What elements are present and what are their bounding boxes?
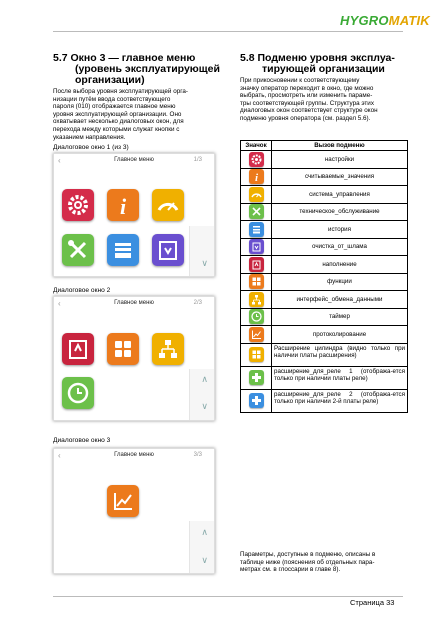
submenu-table — [240, 140, 408, 413]
back-arrow-icon[interactable]: ‹ — [58, 451, 61, 460]
table-row — [241, 343, 408, 366]
icon-cell — [241, 343, 272, 366]
chevron-up-icon[interactable]: ∧ — [201, 527, 208, 537]
network-icon — [152, 333, 184, 365]
page-indicator: 2/3 — [193, 300, 202, 306]
network-icon — [249, 292, 264, 307]
table-row — [241, 326, 408, 344]
control-tile[interactable] — [152, 189, 184, 221]
table-row — [241, 151, 408, 169]
tools-icon — [249, 204, 264, 219]
relay2-icon — [249, 393, 264, 408]
protocol-icon — [249, 327, 264, 342]
timer-tile[interactable] — [62, 377, 94, 409]
icon-cell — [241, 389, 272, 412]
info-icon — [107, 189, 139, 221]
chevron-down-icon[interactable]: ∨ — [201, 401, 208, 411]
table-row — [241, 366, 408, 389]
header-call: Вызов подменю — [272, 141, 408, 151]
fill-icon — [249, 257, 264, 272]
table-row — [241, 238, 408, 256]
window-title: Главное меню — [114, 157, 154, 163]
dialog-1-caption: Диалоговое окно 1 (из 3) — [53, 144, 129, 151]
functions-icon — [249, 274, 264, 289]
submenu-label: расширение_для_реле 2 (отобража-ется только при наличии 2-й платы реле) — [272, 389, 408, 412]
submenu-label: расширение_для_реле 1 (отобража-ется только при наличии платы реле) — [272, 366, 408, 389]
submenu-label: очистка_от_шлама — [272, 238, 408, 256]
table-row — [241, 273, 408, 291]
history-tile[interactable] — [107, 234, 139, 266]
submenu-label: Расширение цилиндра (видно только при наличии платы расширения) — [272, 343, 408, 366]
header-icon: Значок — [241, 141, 272, 151]
history-icon — [249, 222, 264, 237]
dialog-2-caption: Диалоговое окно 2 — [53, 287, 111, 294]
icon-cell — [241, 256, 272, 274]
timer-icon — [249, 309, 264, 324]
table-header-row — [241, 141, 408, 151]
table-row — [241, 221, 408, 239]
info-icon — [249, 169, 264, 184]
gauge-icon — [152, 189, 184, 221]
section-5-8-after: Параметры, доступные в подменю, описаны в таблице ниже (пояснения об отдельных пара- метрах см. в глоссарии в главе 8). — [240, 551, 376, 574]
icon-cell — [241, 273, 272, 291]
interface-tile[interactable] — [152, 333, 184, 365]
section-5-7-text: После выбора уровня эксплуатирующей орга- низации путём ввода соответствующего пароля (010) отображается главное меню уровня эксплуатирующей организации. Оно охватывает несколько диалоговых окон, для перехода между которыми служат кнопки с указанием направления. — [53, 88, 188, 141]
icon-cell — [241, 366, 272, 389]
icon-cell — [241, 221, 272, 239]
icon-cell — [241, 151, 272, 169]
gear-icon — [62, 189, 94, 221]
table-row — [241, 203, 408, 221]
table-row — [241, 256, 408, 274]
section-5-8-text: При прикосновении к соответствующему значку оператор переходит в окно, где можно выбрать, просмотреть или изменить параме- тры соответствующей группы. Структура этих диалоговых окон соответствует структуре окон подменю уровня оператора (см. раздел 5.6). — [240, 77, 378, 122]
hygromatik-logo: HYGROMATIK — [340, 13, 430, 28]
submenu-label: настройки — [272, 151, 408, 169]
section-5-7-heading: 5.7 Окно 3 — главное меню (уровень эксплуатирующей организации) — [53, 52, 220, 86]
icon-cell — [241, 291, 272, 309]
header-rule — [53, 31, 403, 32]
protocol-tile[interactable] — [107, 485, 139, 517]
dialog-window-1 — [53, 153, 215, 277]
chevron-down-icon[interactable]: ∨ — [201, 555, 208, 565]
submenu-label: интерфейс_обмена_данными — [272, 291, 408, 309]
drain-icon — [152, 234, 184, 266]
footer-rule — [53, 596, 403, 597]
dialog-window-2 — [53, 296, 215, 421]
fill-tile[interactable] — [62, 333, 94, 365]
table-row — [241, 389, 408, 412]
functions-tile[interactable] — [107, 333, 139, 365]
back-arrow-icon[interactable]: ‹ — [58, 299, 61, 308]
icon-cell — [241, 238, 272, 256]
back-arrow-icon[interactable]: ‹ — [58, 156, 61, 165]
chevron-up-icon[interactable]: ∧ — [201, 374, 208, 384]
submenu-label: протоколирование — [272, 326, 408, 344]
drain-icon — [249, 239, 264, 254]
icon-cell — [241, 168, 272, 186]
table-row — [241, 291, 408, 309]
table-row — [241, 186, 408, 204]
drain-tile[interactable] — [152, 234, 184, 266]
dialog-3-caption: Диалоговое окно 3 — [53, 437, 111, 444]
window-title: Главное меню — [114, 300, 154, 306]
history-icon — [107, 234, 139, 266]
submenu-label: считываемые_значения — [272, 168, 408, 186]
icon-cell — [241, 308, 272, 326]
fill-icon — [62, 333, 94, 365]
cylinder-ext-icon — [249, 347, 264, 362]
settings-tile[interactable] — [62, 189, 94, 221]
page-number: Страница 33 — [350, 598, 395, 607]
tools-icon — [62, 234, 94, 266]
service-tile[interactable] — [62, 234, 94, 266]
submenu-label: таймер — [272, 308, 408, 326]
table-row — [241, 168, 408, 186]
section-5-8-heading: 5.8 Подменю уровня эксплуа- тирующей организации — [240, 52, 395, 75]
icon-cell — [241, 203, 272, 221]
icon-cell — [241, 326, 272, 344]
svg-text:i: i — [119, 194, 127, 219]
protocol-icon — [107, 485, 139, 517]
window-title: Главное меню — [114, 452, 154, 458]
timer-icon — [62, 377, 94, 409]
page-indicator: 3/3 — [193, 452, 202, 458]
chevron-down-icon[interactable]: ∨ — [201, 258, 208, 268]
gear-icon — [249, 152, 264, 167]
submenu-label: наполнение — [272, 256, 408, 274]
page-indicator: 1/3 — [193, 157, 202, 163]
gauge-icon — [249, 187, 264, 202]
submenu-label: история — [272, 221, 408, 239]
table-row — [241, 308, 408, 326]
functions-icon — [107, 333, 139, 365]
relay1-icon — [249, 370, 264, 385]
dialog-window-3 — [53, 448, 215, 574]
svg-text:i: i — [254, 172, 258, 185]
submenu-label: функции — [272, 273, 408, 291]
readings-tile[interactable] — [107, 189, 139, 221]
submenu-label: техническое_обслуживание — [272, 203, 408, 221]
submenu-label: система_управления — [272, 186, 408, 204]
icon-cell — [241, 186, 272, 204]
